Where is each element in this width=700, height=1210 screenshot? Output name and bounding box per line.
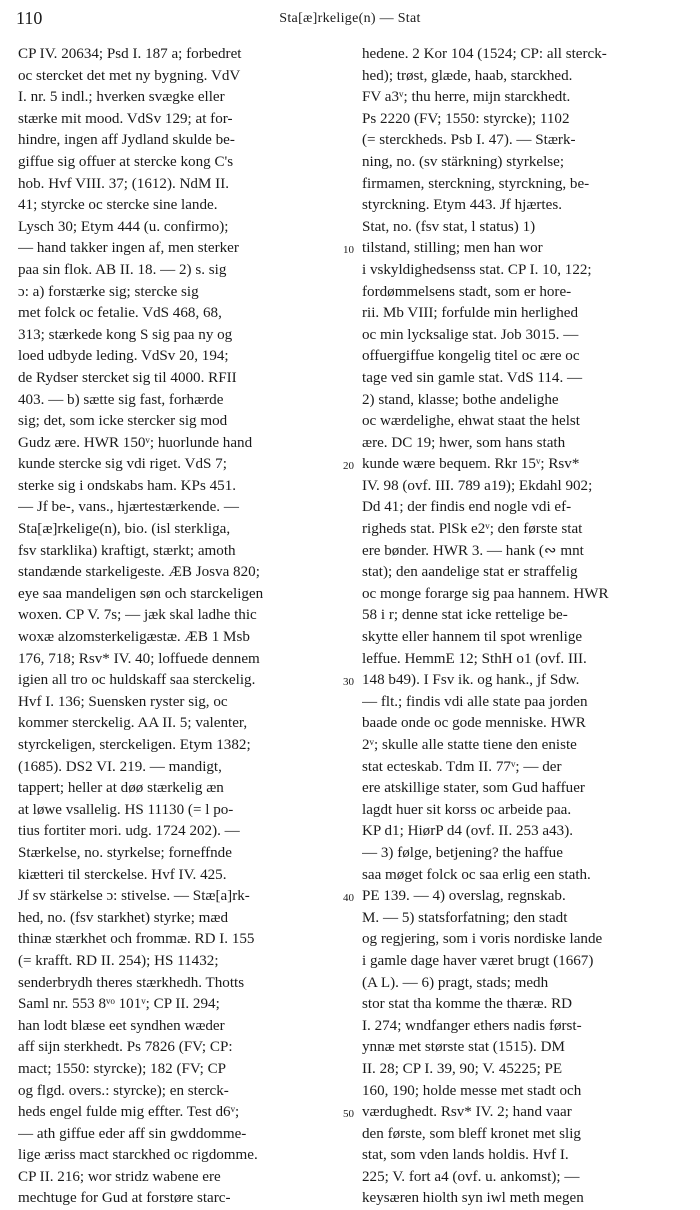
- left-column-line: CP IV. 20634; Psd I. 187 a; forbedret: [18, 46, 242, 62]
- right-column-line: stat ecteskab. Tdm II. 77ᵛ; — der: [362, 758, 562, 775]
- right-column-line: M. — 5) statsforfatning; den stadt: [362, 909, 568, 926]
- right-column-line: skytte eller hannem til spot wrenlige: [362, 629, 583, 646]
- right-column-line: ere atskillige stater, som Gud haffuer: [362, 780, 585, 797]
- left-column-line: at løwe vsallelig. HS 11130 (= l po-: [18, 801, 234, 818]
- right-column-line: offuergiffue kongelig titel oc ære oc: [362, 348, 580, 365]
- left-column-line: ɔ: a) forstærke sig; stercke sig: [18, 283, 199, 300]
- right-column-line: 225; V. fort a4 (ovf. u. ankomst); —: [362, 1168, 580, 1185]
- left-column-line: woxæ alzomsterkeligæstæ. ÆB 1 Msb: [18, 629, 250, 646]
- left-column-line: Sta[æ]rkelige(n), bio. (isl sterkliga,: [18, 521, 231, 538]
- right-column-line: IV. 98 (ovf. III. 789 a19); Ekdahl 902;: [362, 477, 593, 494]
- left-column-line: heds engel fulde mig effter. Test d6ᵛ;: [18, 1104, 240, 1121]
- left-column-line: Jf sv stärkelse ɔ: stivelse. — Stæ[a]rk-: [18, 888, 250, 905]
- right-column-line: Dd 41; der findis end nogle vdi ef-: [362, 499, 572, 516]
- right-column-line: stat, som vden lands holdis. Hvf I.: [362, 1147, 569, 1164]
- left-column-line: 313; stærkede kong S sig paa ny og: [18, 326, 233, 343]
- left-column-line: sig; det, som icke stercker sig mod: [18, 413, 228, 430]
- left-column-line: igien all tro oc huldskaff saa sterckelig.: [18, 672, 256, 689]
- right-column-line: ynnæ met største stat (1515). DM: [362, 1039, 565, 1056]
- right-column-line: II. 28; CP I. 39, 90; V. 45225; PE: [362, 1060, 563, 1077]
- left-column-line: — hand takker ingen af, men sterker: [18, 240, 239, 257]
- left-column-line: kommer sterckelig. AA II. 5; valenter,: [18, 715, 248, 732]
- page-number: 110: [16, 8, 43, 28]
- right-column-line: og regjering, som i voris nordiske lande: [362, 931, 603, 948]
- left-column-line: standænde starkeligeste. ÆB Josva 820;: [18, 564, 260, 581]
- left-column-line: 176, 718; Rsv* IV. 40; loffuede dennem: [18, 650, 260, 667]
- left-column-line: giffue sig offuer at stercke kong C's: [18, 153, 234, 170]
- left-column-line: Hvf I. 136; Suensken ryster sig, oc: [18, 693, 228, 710]
- right-column-line: hedene. 2 Kor 104 (1524; CP: all sterck-: [362, 46, 607, 62]
- page-header: [0, 0, 700, 40]
- left-column-line: tius fortiter mori. udg. 1724 202). —: [18, 823, 240, 840]
- left-column-line: CP II. 216; wor stridz wabene ere: [18, 1168, 221, 1185]
- right-column-line: 2) stand, klasse; bothe andelighe: [362, 391, 559, 408]
- line-number: 30: [343, 676, 354, 689]
- left-column-line: hob. Hvf VIII. 37; (1612). NdM II.: [18, 175, 230, 192]
- right-column-line: KP d1; HiørP d4 (ovf. II. 253 a43).: [362, 823, 574, 840]
- left-column-line: mechtuge for Gud at forstøre starc-: [18, 1190, 231, 1207]
- right-column-line: Stat, no. (fsv stat, l status) 1): [362, 218, 536, 235]
- line-number: 40: [343, 892, 354, 905]
- right-column-line: leffue. HemmE 12; SthH o1 (ovf. III.: [362, 650, 587, 667]
- left-column-line: loed udbyde leding. VdSv 20, 194;: [18, 348, 229, 365]
- right-column-line: PE 139. — 4) overslag, regnskab.: [362, 888, 566, 905]
- left-column-line: Lysch 30; Etym 444 (u. confirmo);: [18, 218, 229, 235]
- left-column-line: stærke mit mood. VdSv 129; at for-: [18, 110, 233, 127]
- right-column-line: (= sterckheds. Psb I. 47). — Stærk-: [362, 132, 576, 149]
- right-column-line: baade onde oc gode menniske. HWR: [362, 715, 586, 732]
- right-column-line: firmamen, sterckning, styrckning, be-: [362, 175, 590, 192]
- right-column-line: stor stat tha komme the thæræ. RD: [362, 996, 573, 1013]
- right-column-line: tage ved sin gamle stat. VdS 114. —: [362, 369, 583, 386]
- right-column-line: Ps 2220 (FV; 1550: styrcke); 1102: [362, 110, 570, 127]
- line-number: 20: [343, 460, 354, 473]
- right-column-line: tilstand, stilling; men han wor: [362, 240, 543, 257]
- left-column-line: aff sijn sterkhedt. Ps 7826 (FV; CP:: [18, 1039, 233, 1056]
- right-column-line: 148 b49). I Fsv ik. og hank., jf Sdw.: [362, 672, 580, 689]
- left-column-line: Gudz ære. HWR 150ᵛ; huorlunde hand: [18, 434, 253, 451]
- left-column-line: (= krafft. RD II. 254); HS 11432;: [18, 952, 219, 969]
- right-column-line: stat); den aandelige stat er straffelig: [362, 564, 578, 581]
- left-column-line: paa sin flok. AB II. 18. — 2) s. sig: [18, 261, 227, 278]
- left-column-line: — ath giffue eder aff sin gwddomme-: [18, 1125, 247, 1142]
- left-column-line: sterke sig i ondskabs ham. KPs 451.: [18, 477, 237, 494]
- right-column-line: lagdt huer sit korss oc arbeide paa.: [362, 801, 572, 818]
- right-column-line: keysæren hiolth syn iwl meth megen: [362, 1190, 584, 1207]
- right-column-line: (A L). — 6) pragt, stads; medh: [362, 974, 549, 991]
- right-column-line: kunde wære bequem. Rkr 15ᵛ; Rsv*: [362, 456, 580, 473]
- right-column-line: — 3) følge, betjening? the haffue: [362, 844, 563, 861]
- left-column-line: Stærkelse, no. styrkelse; forneffnde: [18, 844, 232, 861]
- right-column-line: ning, no. (sv stärkning) styrkelse;: [362, 153, 565, 170]
- right-column-line: 2ᵛ; skulle alle statte tiene den eniste: [362, 737, 577, 753]
- left-column-line: Saml nr. 553 8ᵛᵒ 101ᵛ; CP II. 294;: [18, 996, 220, 1013]
- right-column-line: saa møget folck oc saa erlig een stath.: [362, 866, 591, 883]
- left-column-line: han lodt blæse eet syndhen wæder: [18, 1017, 225, 1034]
- left-column-line: styrckeligen, sterckeligen. Etym 1382;: [18, 737, 251, 753]
- column-separator: [355, 44, 356, 1104]
- left-column-line: senderbrydh theres stærkhedh. Thotts: [18, 974, 245, 991]
- line-number: 10: [343, 244, 354, 257]
- right-column-line: rii. Mb VIII; forfulde min herlighed: [362, 305, 579, 322]
- right-column-line: oc wærdelighe, ehwat staat the helst: [362, 413, 580, 430]
- running-head: Sta[æ]rkelige(n) — Stat: [279, 11, 421, 26]
- left-column-line: hindre, ingen aff Jydland skulde be-: [18, 132, 235, 149]
- right-column-line: værdughedt. Rsv* IV. 2; hand vaar: [362, 1104, 572, 1121]
- right-column: [362, 44, 680, 1210]
- right-column-line: oc monge forarge sig paa hannem. HWR: [362, 585, 609, 602]
- left-column-line: I. nr. 5 indl.; hverken svægke eller: [18, 89, 225, 106]
- left-column-line: (1685). DS2 VI. 219. — mandigt,: [18, 758, 222, 775]
- right-column-line: 160, 190; holde messe met stadt och: [362, 1082, 582, 1099]
- right-column-line: righeds stat. PlSk e2ᵛ; den første stat: [362, 521, 583, 538]
- left-column-line: kiætteri til sterckelse. Hvf IV. 425.: [18, 866, 227, 883]
- left-column-line: woxen. CP V. 7s; — jæk skal ladhe thic: [18, 607, 257, 624]
- right-column-line: i vskyldighedsenss stat. CP I. 10, 122;: [362, 261, 592, 278]
- right-column-line: I. 274; wndfanger ethers nadis først-: [362, 1017, 582, 1034]
- left-column-line: mact; 1550: styrcke); 182 (FV; CP: [18, 1060, 227, 1077]
- right-column-line: fordømmelsens stadt, som er hore-: [362, 283, 572, 300]
- left-column-line: — Jf be-, vans., hjærtestærkende. —: [18, 499, 239, 516]
- left-column-line: hed, no. (fsv starkhet) styrke; mæd: [18, 909, 229, 926]
- left-column-line: thinæ stærkhet och frommæ. RD I. 155: [18, 931, 255, 948]
- right-column-line: — flt.; findis vdi alle state paa jorden: [362, 693, 588, 710]
- left-column-line: tappert; heller at døø stærkelig æn: [18, 780, 224, 797]
- right-column-line: FV a3ᵛ; thu herre, mijn starckhedt.: [362, 89, 571, 106]
- right-column-line: styrckning. Etym 443. Jf hjærtes.: [362, 197, 562, 214]
- line-number: 50: [343, 1108, 354, 1121]
- right-column-line: ere bønder. HWR 3. — hank (∾ mnt: [362, 542, 584, 559]
- right-column-line: oc min lycksalige stat. Job 3015. —: [362, 326, 579, 343]
- right-column-line: 58 i r; denne stat icke rettelige be-: [362, 607, 568, 624]
- left-column-line: met folck oc fetalie. VdS 468, 68,: [18, 305, 222, 322]
- left-column-line: de Rydser stercket sig til 4000. RFII: [18, 369, 237, 386]
- left-column-line: og flgd. overs.: styrcke); en sterck-: [18, 1082, 229, 1099]
- right-column-line: hed); trøst, glæde, haab, starckhed.: [362, 67, 573, 84]
- left-column-line: lige æriss mact starckhed oc rigdomme.: [18, 1147, 258, 1164]
- left-column-line: kunde stercke sig vdi riget. VdS 7;: [18, 456, 227, 473]
- right-column-line: den første, som bleff kronet met slig: [362, 1125, 581, 1142]
- right-column-line: i gamle dage haver været brugt (1667): [362, 952, 594, 969]
- left-column-line: fsv starklika) kraftigt, stærkt; amoth: [18, 542, 236, 559]
- left-column-line: 403. — b) sætte sig fast, forhærde: [18, 391, 224, 408]
- left-column-line: eye saa mandeligen søn och starckeligen: [18, 585, 264, 602]
- left-column: [18, 44, 336, 1210]
- right-column-line: ære. DC 19; hwer, som hans stath: [362, 434, 566, 451]
- left-column-line: oc stercket det met ny bygning. VdV: [18, 67, 241, 84]
- left-column-line: 41; styrcke oc stercke sine lande.: [18, 197, 218, 214]
